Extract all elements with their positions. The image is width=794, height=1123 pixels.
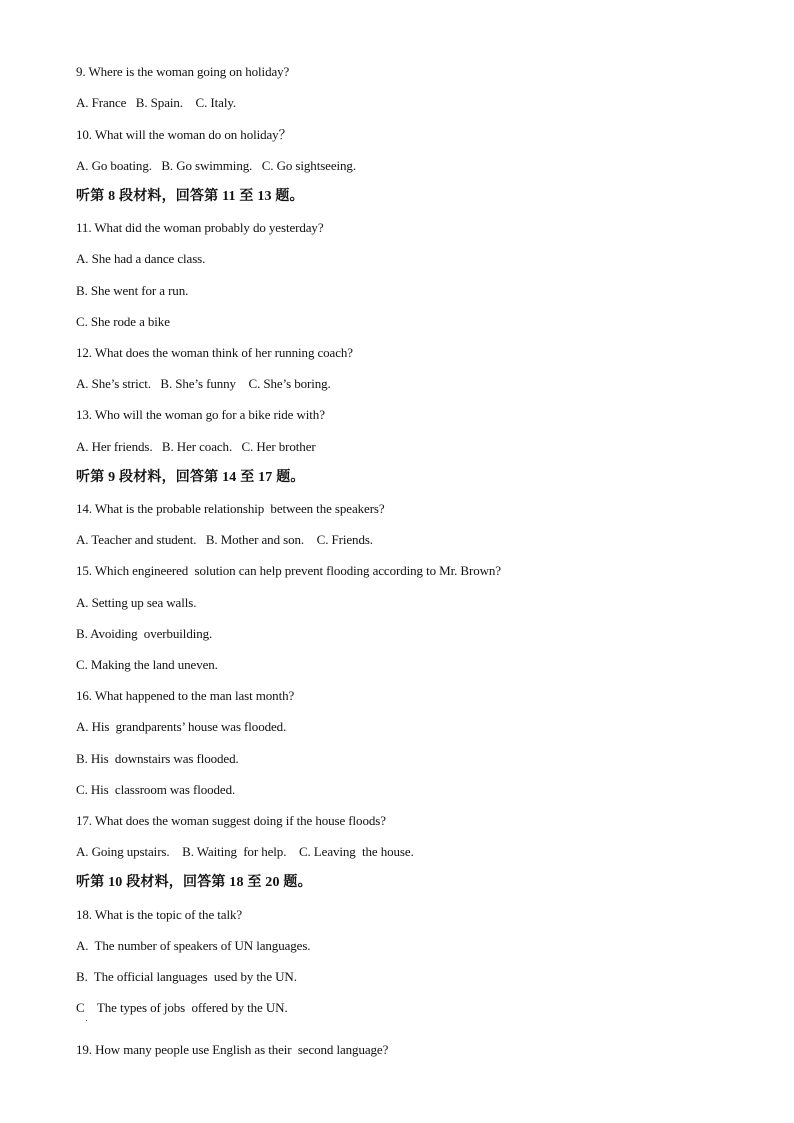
question-17: 17. What does the woman suggest doing if the house floods? [76,813,386,828]
question-11-option-c: C. She rode a bike [76,314,170,329]
question-18-option-a: A. The number of speakers of UN languages. [76,938,311,953]
question-19: 19. How many people use English as their second language? [76,1042,389,1057]
question-18-option-b: B. The official languages used by the UN. [76,969,297,984]
question-15-option-a: A. Setting up sea walls. [76,595,197,610]
question-14: 14. What is the probable relationship between the speakers? [76,501,385,516]
question-11-option-a: A. She had a dance class. [76,251,206,266]
question-16-option-a: A. His grandparents’ house was flooded. [76,719,287,734]
question-12-options: A. She’s strict. B. She’s funny C. She’s boring. [76,376,331,391]
question-10-options: A. Go boating. B. Go swimming. C. Go sightseeing. [76,158,356,173]
question-16-option-c: C. His classroom was flooded. [76,782,236,797]
question-16: 16. What happened to the man last month? [76,688,295,703]
question-9-options: A. France B. Spain. C. Italy. [76,95,237,110]
question-13: 13. Who will the woman go for a bike ride with? [76,407,325,422]
question-15-option-b: B. Avoiding overbuilding. [76,626,213,641]
question-11-option-b: B. She went for a run. [76,283,189,298]
question-15: 15. Which engineered solution can help prevent flooding according to Mr. Brown? [76,563,501,578]
question-13-options: A. Her friends. B. Her coach. C. Her brother [76,439,316,454]
section-heading-10: 听第 10 段材料，回答第 18 至 20 题。 [76,875,312,890]
section-heading-9: 听第 9 段材料，回答第 14 至 17 题。 [76,470,305,485]
question-11: 11. What did the woman probably do yesterday? [76,220,324,235]
question-17-options: A. Going upstairs. B. Waiting for help. C. Leaving the house. [76,844,414,859]
question-12: 12. What does the woman think of her running coach? [76,345,353,360]
question-10: 10. What will the woman do on holiday？ [76,127,292,142]
question-9: 9. Where is the woman going on holiday? [76,64,290,79]
question-16-option-b: B. His downstairs was flooded. [76,751,239,766]
question-14-options: A. Teacher and student. B. Mother and son. C. Friends. [76,532,373,547]
section-heading-8: 听第 8 段材料，回答第 11 至 13 题。 [76,189,304,204]
question-18-option-c: C The types of jobs offered by the UN. [76,1000,288,1015]
question-18: 18. What is the topic of the talk? [76,907,243,922]
question-15-option-c: C. Making the land uneven. [76,657,218,672]
stray-dot [86,1020,87,1021]
